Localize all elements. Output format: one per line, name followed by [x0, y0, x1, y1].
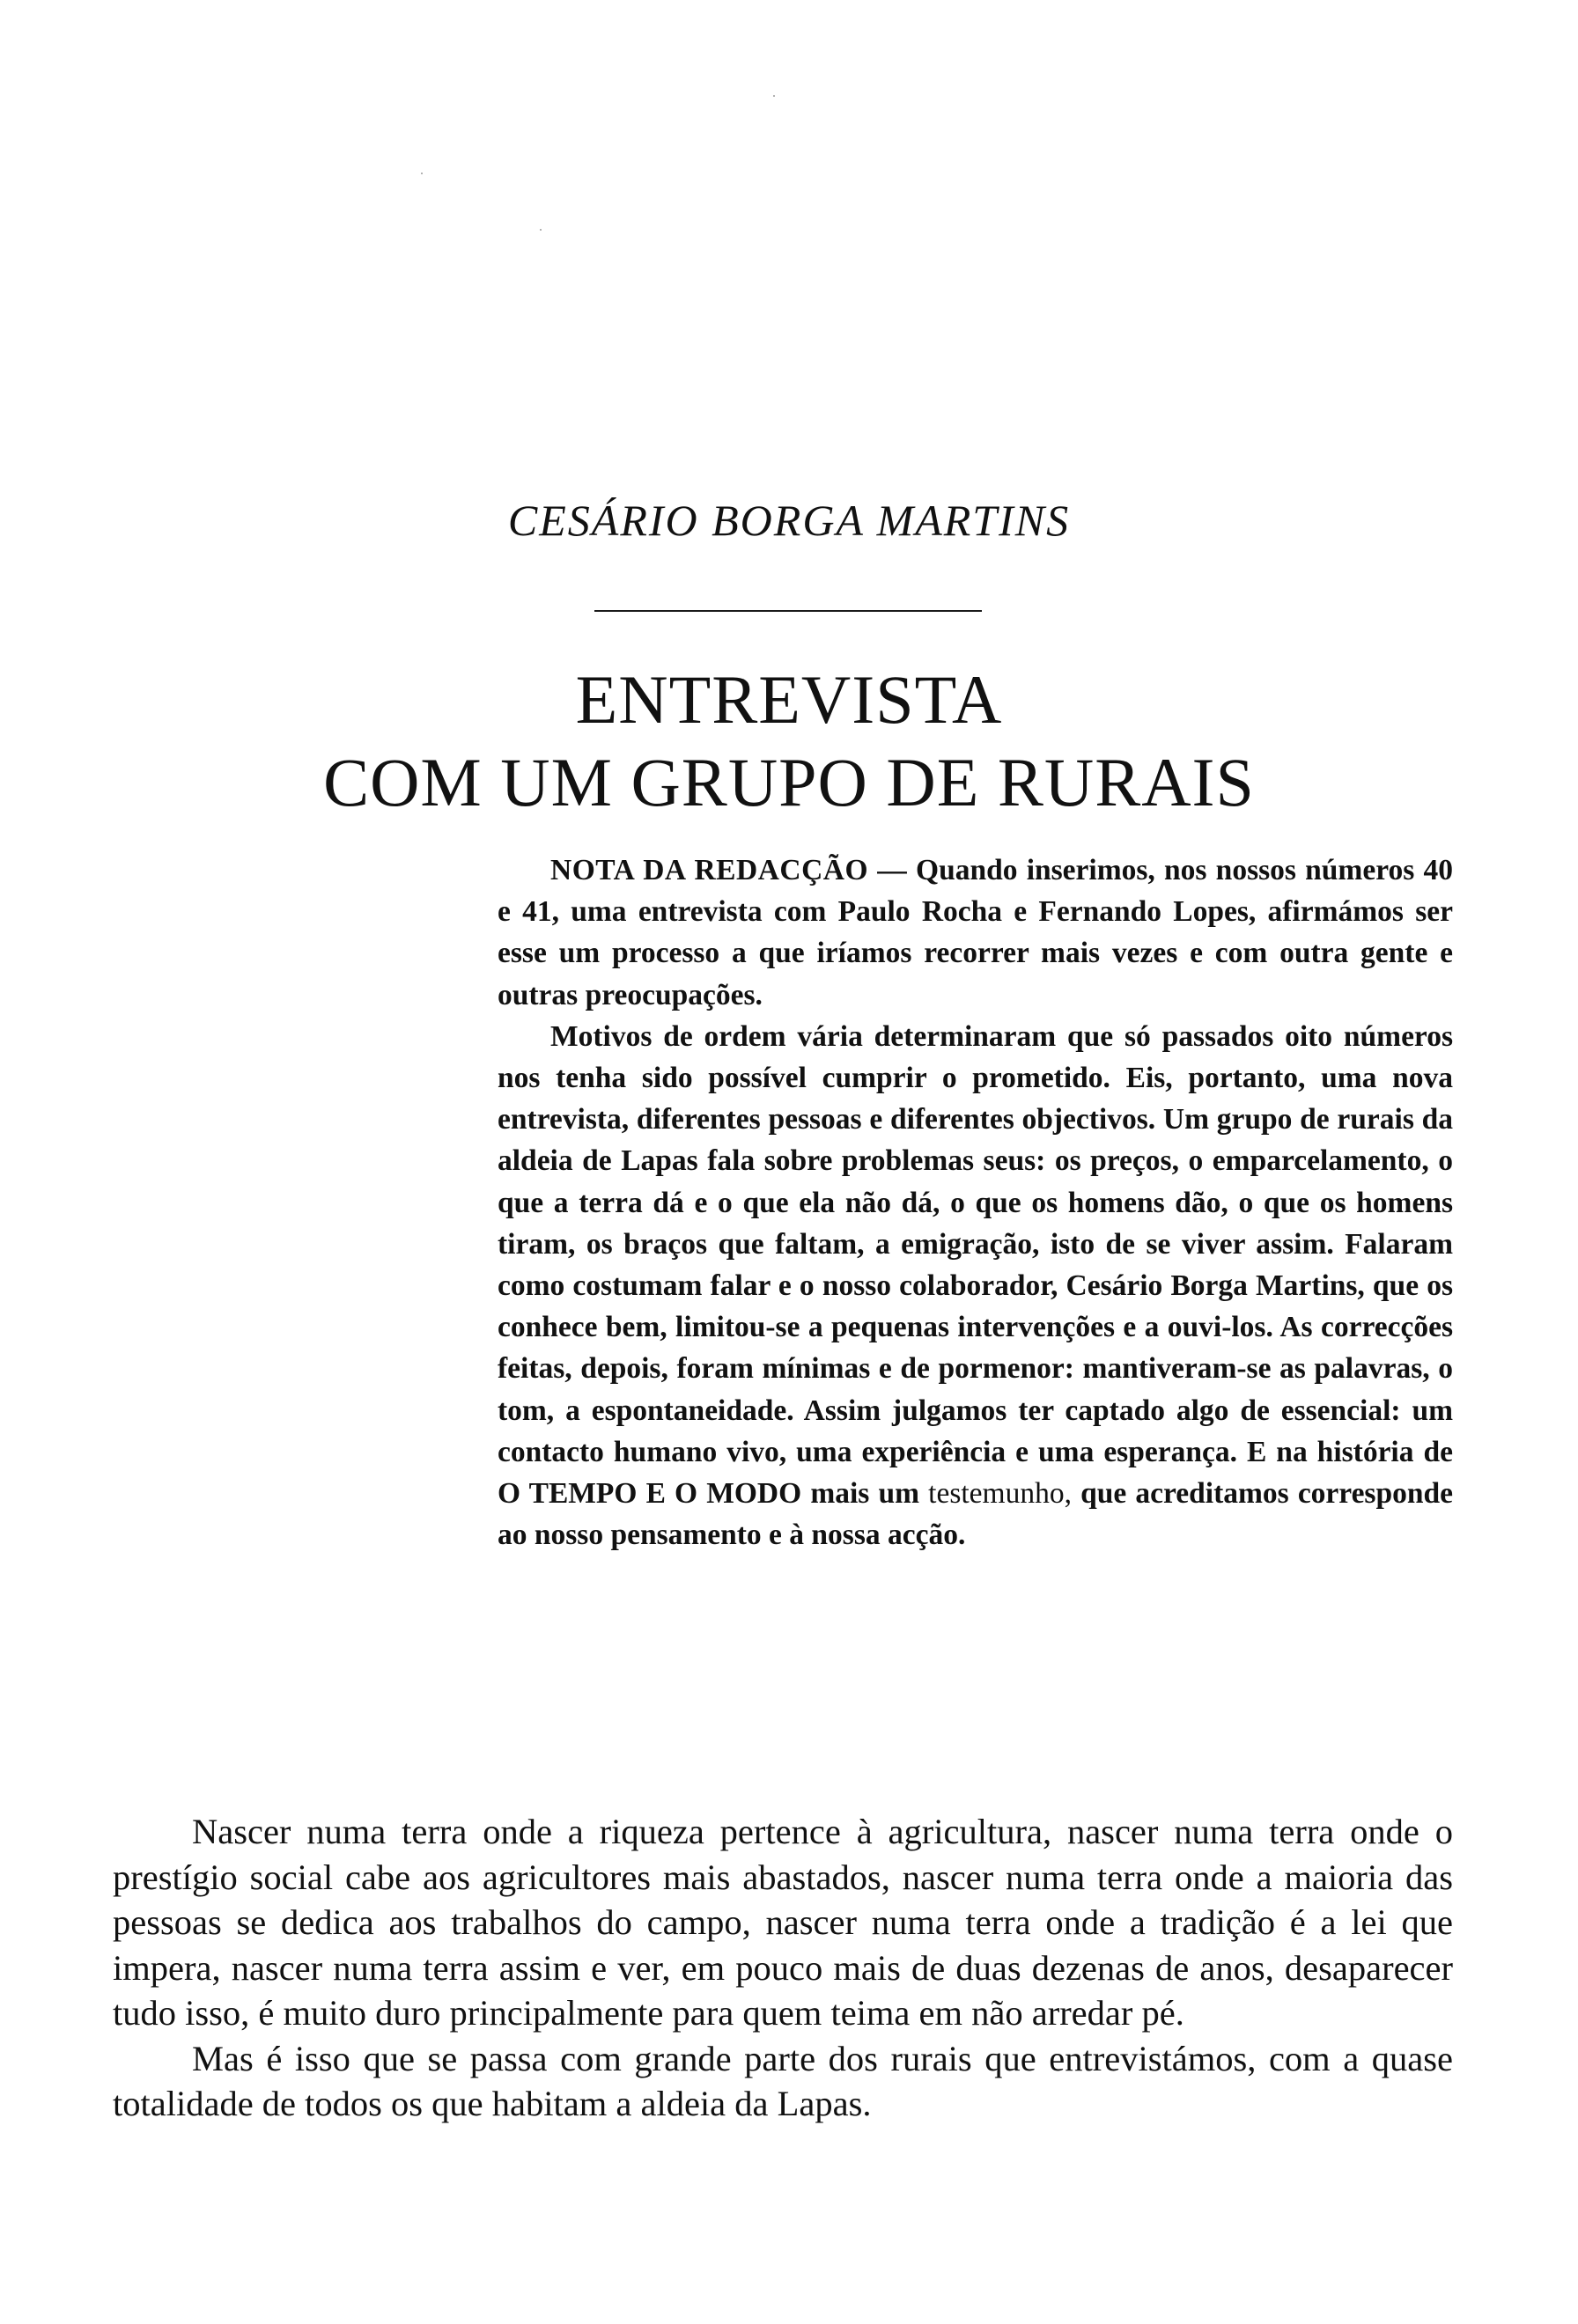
editorial-note	[498, 849, 1453, 1555]
note-paragraph-1-text: — Quando inserimos, nos nossos números 40 e 41, uma entrevista com Paulo Rocha e Fernando Lopes, afirmámos ser esse um processo a que iríamos recorrer mais vezes e com outra gente e outras preocupações.	[498, 854, 1453, 1011]
scan-speck	[540, 229, 542, 231]
article-title	[0, 658, 1578, 824]
title-line-2: COM UM GRUPO DE RURAIS	[323, 744, 1255, 820]
note-paragraph-2-plain: testemunho,	[919, 1477, 1072, 1511]
article-body	[113, 1809, 1453, 2127]
scan-speck	[421, 173, 423, 174]
author-name: CESÁRIO BORGA MARTINS	[507, 496, 1071, 545]
note-lead: NOTA DA REDACÇÃO	[550, 854, 869, 886]
note-paragraph-2-text-a: Motivos de ordem vária determinaram que só passados oito números nos tenha sido possível cumprir o prometido. Eis, portanto, uma nova entrevista, diferentes pessoas e diferentes objectivos. Um grupo de rurais da aldeia de Lapas fala sobre problemas seus: os preços, o emparcelamento, o que a terra dá e o que ela não dá, o que os homens dão, o que os homens tiram, os braços que faltam, a emigração, isto de se viver assim. Falaram como costumam falar e o nosso colaborador, Cesário Borga Martins, que os conhece bem, limitou-se a pequenas intervenções e a ouvi-los. As correcções feitas, depois, foram mínimas e de pormenor: mantiveram-se as palavras, o tom, a espontaneidade. Assim julgamos ter captado algo de essencial: um contacto humano vivo, uma experiência e uma esperança. E na história de O TEMPO E O MODO mais um	[498, 1019, 1453, 1511]
body-paragraph-2: Mas é isso que se passa com grande parte dos rurais que entrevistámos, com a quase totalidade de todos os que habitam a aldeia da Lapas.	[113, 2038, 1453, 2123]
body-paragraph-1: Nascer numa terra onde a riqueza pertence à agricultura, nascer numa terra onde o prestígio social cabe aos agricultores mais abastados, nascer numa terra onde a maioria das pessoas se dedica aos trabalhos do campo, nascer numa terra onde a tradição é a lei que impera, nascer numa terra assim e ver, em pouco mais de duas dezenas de anos, desaparecer tudo isso, é muito duro principalmente para quem teima em não arredar pé.	[113, 1812, 1453, 2033]
note-paragraph-2-text-b: que acreditamos corresponde ao nosso pensamento e à nossa acção.	[498, 1477, 1453, 1552]
note-paragraph-1	[498, 849, 1453, 1016]
note-paragraph-2	[498, 1016, 1453, 1556]
title-divider	[594, 610, 982, 612]
scan-speck	[773, 95, 775, 97]
title-line-1: ENTREVISTA	[575, 661, 1003, 738]
